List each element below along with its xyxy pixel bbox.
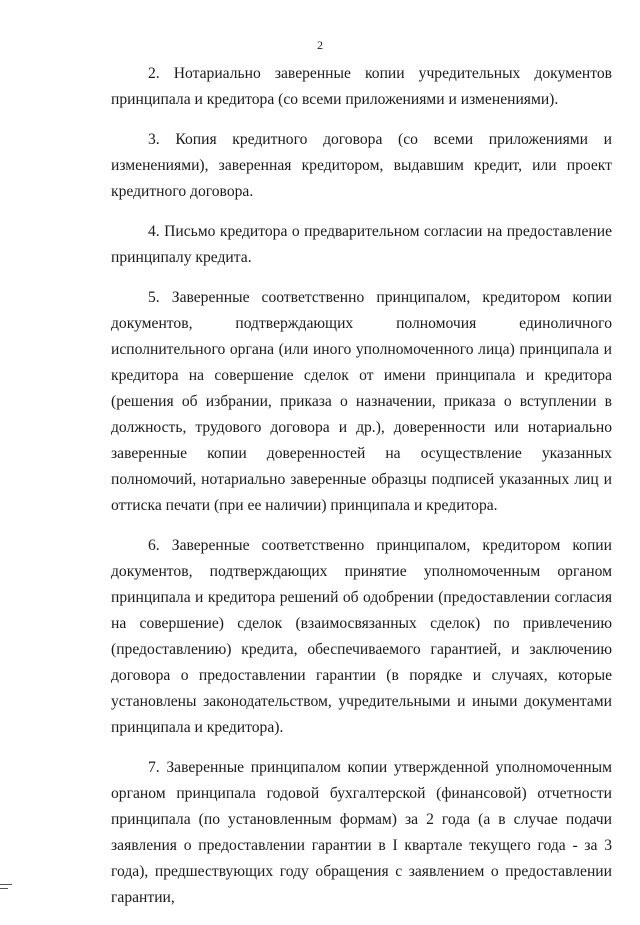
paragraph-item-6: 6. Заверенные соответственно принципалом, кредитором копии документов, подтверждающих принятие уполномоченным органом принципала и кредитора решений об одобрении (предоставлении согласия на совершение) сделок (взаимосвязанных сделок) по привлечению (предоставлению) кредита, обеспечиваемого гарантией, и заключению договора о предоставлении гарантии (в порядке и случаях, которые установлены законодательством, учредительными и иными документами принципала и кредитора).: [111, 537, 612, 736]
scan-edge-mark: [0, 888, 8, 889]
paragraph-item-7: 7. Заверенные принципалом копии утвержденной уполномоченным органом принципала годовой бухгалтерской (финансовой) отчетности принципала (по установленным формам) за 2 года (а в случае подачи заявления о предоставлении гарантии в I квартале текущего года - за 3 года), предшествующих году обращения с заявлением о предоставлении гарантии,: [111, 759, 612, 906]
scan-edge-mark: [0, 884, 12, 885]
paragraph-item-2: 2. Нотариально заверенные копии учредительных документов принципала и кредитора (со всеми приложениями и изменениями).: [111, 65, 612, 108]
page-number: 2: [317, 38, 323, 52]
paragraph-item-4: 4. Письмо кредитора о предварительном согласии на предоставление принципалу кредита.: [111, 223, 612, 266]
paragraph-item-5: 5. Заверенные соответственно принципалом, кредитором копии документов, подтверждающих полномочия единоличного исполнительного органа (или иного уполномоченного лица) принципала и кредитора на совершение сделок от имени принципала и кредитора (решения об избрании, приказа о назначении, приказа о вступлении в должность, трудового договора и др.), доверенности или нотариально заверенные копии доверенностей на осуществление указанных полномочий, нотариально заверенные образцы подписей указанных лиц и оттиска печати (при ее наличии) принципала и кредитора.: [111, 289, 612, 514]
paragraph-item-3: 3. Копия кредитного договора (со всеми приложениями и изменениями), заверенная кредитором, выдавшим кредит, или проект кредитного договора.: [111, 131, 612, 200]
document-body: [111, 61, 612, 925]
